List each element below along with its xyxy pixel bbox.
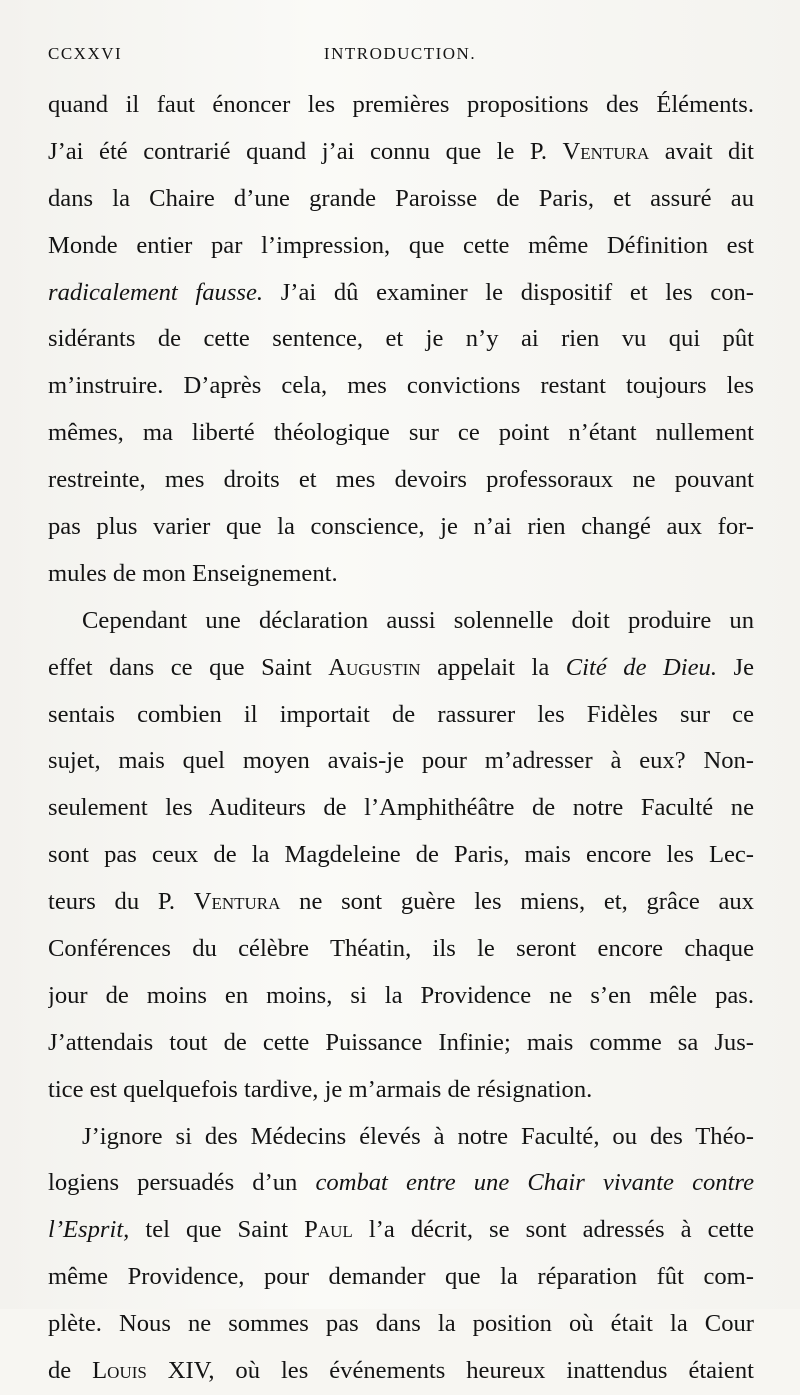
text-line — [48, 1348, 754, 1395]
text-line — [48, 645, 754, 692]
text-line — [48, 1301, 754, 1348]
text-segment: jour de moins en moins, si la Providence ne s’en mêle pas. — [48, 981, 754, 1009]
text-segment: m’instruire. D’après cela, mes convictions restant toujours les — [48, 372, 754, 400]
text-segment: tice est quelquefois tardive, je m’armais de résignation. — [48, 1075, 593, 1103]
text-segment: de — [48, 1357, 93, 1385]
text-line — [48, 738, 754, 785]
text-segment: avait dit — [649, 137, 754, 165]
text-segment: même Providence, pour demander que la réparation fût com- — [48, 1263, 754, 1291]
text-segment: mêmes, ma liberté théologique sur ce point n’étant nullement — [48, 419, 754, 447]
text-line — [48, 1020, 754, 1067]
italic-text: Cité de Dieu. — [565, 653, 717, 681]
small-caps-name: Paul — [304, 1216, 353, 1244]
text-line — [48, 223, 754, 270]
text-segment: seulement les Auditeurs de l’Amphithéâtre de notre Faculté ne — [48, 794, 754, 822]
text-segment: l’a décrit, se sont adressés à cette — [352, 1216, 754, 1244]
text-line — [48, 832, 754, 879]
text-line — [48, 176, 754, 223]
text-line — [48, 1160, 754, 1207]
text-segment: Je — [716, 653, 754, 681]
italic-text: l’Esprit, — [48, 1216, 130, 1244]
small-caps-name: Ventura — [562, 137, 650, 165]
text-segment: Monde entier par l’impression, que cette même Définition est — [48, 231, 754, 259]
body-text — [48, 82, 754, 1395]
text-segment: J’ai été contrarié quand j’ai connu que le P. — [48, 137, 563, 165]
text-line — [48, 1067, 754, 1114]
page-header — [48, 44, 752, 70]
text-line — [48, 973, 754, 1020]
text-line — [48, 1254, 754, 1301]
text-line — [48, 926, 754, 973]
text-segment: teurs du P. — [48, 888, 194, 916]
text-segment: tel que Saint — [129, 1216, 305, 1244]
text-segment: mules de mon Enseignement. — [48, 559, 338, 587]
text-line — [48, 316, 754, 363]
text-segment: J’ai dû examiner le dispositif et les con- — [263, 278, 754, 306]
text-line — [48, 504, 754, 551]
text-segment: sidérants de cette sentence, et je n’y ai rien vu qui pût — [48, 325, 754, 353]
text-segment: plète. Nous ne sommes pas dans la position où était la Cour — [48, 1310, 754, 1338]
text-line — [48, 82, 754, 129]
text-line — [48, 270, 754, 317]
text-segment: sentais combien il importait de rassurer les Fidèles sur ce — [48, 700, 754, 728]
text-segment: J’ignore si des Médecins élevés à notre Faculté, ou des Théo- — [82, 1122, 754, 1150]
text-line — [48, 129, 754, 176]
text-segment: Cependant une déclaration aussi solennelle doit produire un — [82, 606, 754, 634]
page-number: CCXXVI — [48, 44, 123, 63]
text-segment: sont pas ceux de la Magdeleine de Paris, mais encore les Lec- — [48, 841, 754, 869]
small-caps-name: Ventura — [193, 888, 281, 916]
text-line — [48, 692, 754, 739]
italic-text: radicalement fausse. — [48, 278, 264, 306]
running-title: INTRODUCTION. — [323, 44, 477, 63]
text-segment: restreinte, mes droits et mes devoirs professoraux ne pouvant — [48, 466, 754, 494]
text-segment: sujet, mais quel moyen avais-je pour m’adresser à eux? Non- — [48, 747, 754, 775]
text-line — [48, 363, 754, 410]
text-segment: ne sont guère les miens, et, grâce aux — [280, 888, 754, 916]
text-segment: pas plus varier que la conscience, je n’ai rien changé aux for- — [48, 513, 754, 541]
text-segment: logiens persuadés d’un — [48, 1169, 316, 1197]
small-caps-name: Louis — [92, 1357, 147, 1385]
text-line — [48, 1207, 754, 1254]
text-segment: Conférences du célèbre Théatin, ils le seront encore chaque — [48, 935, 754, 963]
italic-text: combat entre une Chair vivante contre — [315, 1169, 754, 1197]
small-caps-name: Augustin — [328, 653, 421, 681]
text-line — [48, 598, 754, 645]
text-segment: dans la Chaire d’une grande Paroisse de Paris, et assuré au — [48, 184, 754, 212]
text-segment: quand il faut énoncer les premières propositions des Éléments. — [48, 91, 754, 118]
text-line — [48, 785, 754, 832]
text-line — [48, 1114, 754, 1161]
text-line — [48, 457, 754, 504]
text-segment: effet dans ce que Saint — [48, 653, 329, 681]
text-segment: appelait la — [420, 653, 566, 681]
text-segment: XIV, où les événements heureux inattendus étaient — [146, 1357, 754, 1385]
text-line — [48, 410, 754, 457]
text-segment: J’attendais tout de cette Puissance Infinie; mais comme sa Jus- — [48, 1028, 754, 1056]
text-line — [48, 551, 754, 598]
text-line — [48, 879, 754, 926]
